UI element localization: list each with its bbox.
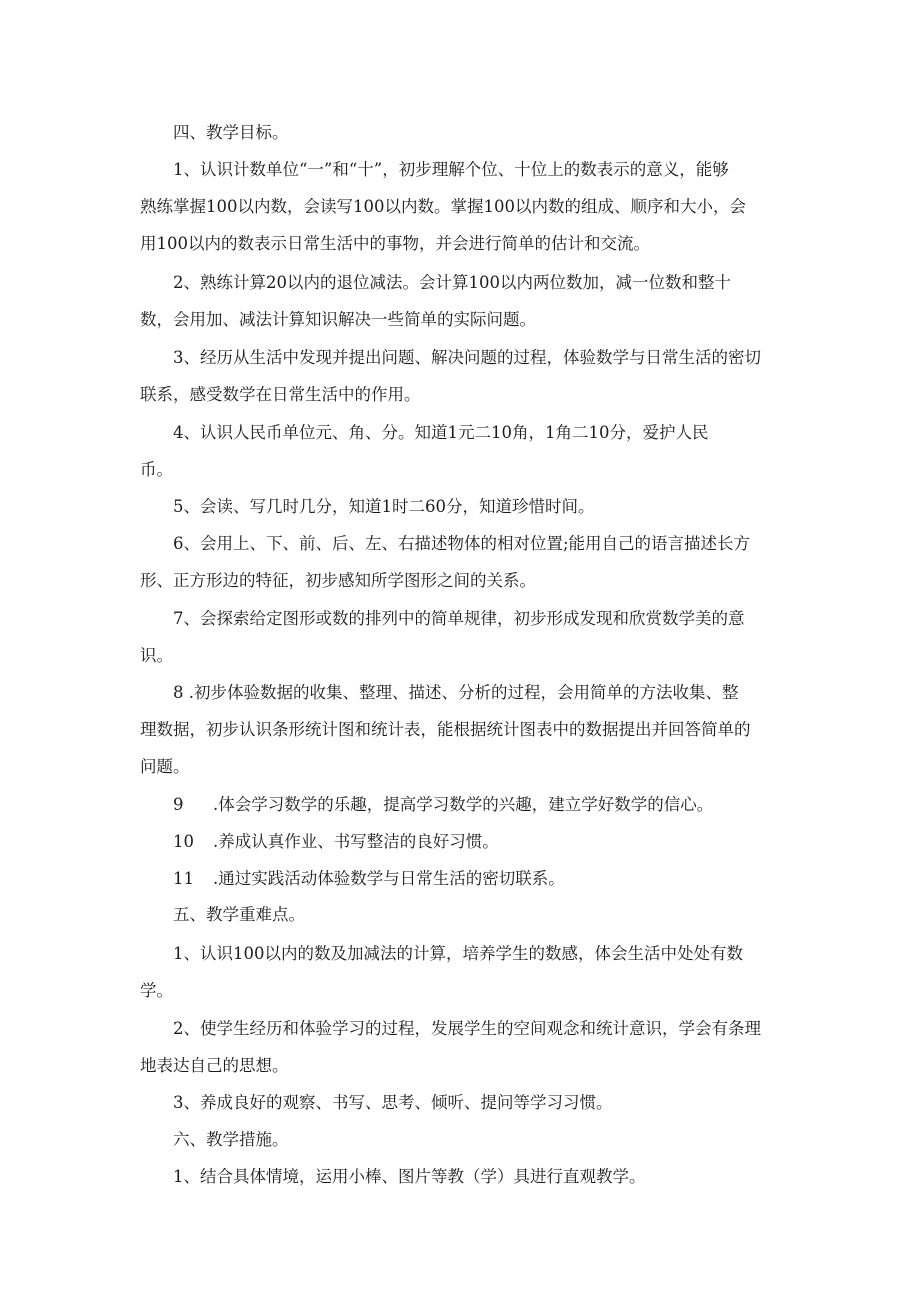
- objective-8-line-3: 问题。: [140, 757, 190, 776]
- objective-8-line-2: 理数据，初步认识条形统计图和统计表，能根据统计图表中的数据提出并回答简单的: [140, 720, 751, 739]
- objective-1-line-1: 1、认识计数单位“一”和“十”，初步理解个位、十位上的数表示的意义，能够: [173, 160, 729, 179]
- key-point-1-line-1: 1、认识100以内的数及加减法的计算，培养学生的数感，体会生活中处处有数: [173, 944, 743, 963]
- objective-1-line-3: 用100以内的数表示日常生活中的事物，并会进行简单的估计和交流。: [140, 234, 650, 253]
- measures-heading: 六、教学措施。: [173, 1130, 289, 1149]
- objective-4-line-2: 币。: [140, 460, 173, 479]
- objective-5-line-1: 5、会读、写几时几分，知道1时二60分，知道珍惜时间。: [173, 497, 595, 516]
- objective-11-number: 11: [173, 869, 194, 888]
- key-points-heading: 五、教学重难点。: [173, 905, 305, 924]
- objectives-heading: 四、教学目标。: [173, 123, 289, 142]
- objective-6-line-1: 6、会用上、下、前、后、左、右描述物体的相对位置;能用自己的语言描述长方: [173, 534, 751, 553]
- measure-1-line-1: 1、结合具体情境，运用小棒、图片等教（学）具进行直观教学。: [173, 1167, 646, 1186]
- objective-1-line-2: 熟练掌握100以内数，会读写100以内数。掌握100以内数的组成、顺序和大小，会: [140, 197, 746, 216]
- objective-3-line-1: 3、经历从生活中发现并提出问题、解决问题的过程，体验数学与日常生活的密切: [173, 348, 761, 367]
- objective-4-line-1: 4、认识人民币单位元、角、分。知道1元二10角，1角二10分，爱护人民: [173, 423, 709, 442]
- objective-3-line-2: 联系，感受数学在日常生活中的作用。: [140, 385, 421, 404]
- objective-11-text: .通过实践活动体验数学与日常生活的密切联系。: [213, 869, 565, 888]
- objective-2-line-1: 2、熟练计算20以内的退位减法。会计算100以内两位数加，减一位数和整十: [173, 273, 731, 292]
- objective-6-line-2: 形、正方形边的特征，初步感知所学图形之间的关系。: [140, 571, 536, 590]
- key-point-2-line-2: 地表达自己的思想。: [140, 1056, 289, 1075]
- objective-9-text: .体会学习数学的乐趣，提高学习数学的兴趣，建立学好数学的信心。: [213, 795, 714, 814]
- objective-8-line-1: 8 .初步体验数据的收集、整理、描述、分析的过程，会用简单的方法收集、整: [173, 683, 739, 702]
- objective-10-number: 10: [173, 832, 194, 851]
- key-point-1-line-2: 学。: [140, 981, 173, 1000]
- objective-2-line-2: 数，会用加、减法计算知识解决一些简单的实际问题。: [140, 310, 536, 329]
- objective-7-line-2: 识。: [140, 646, 173, 665]
- objective-10: [140, 827, 790, 857]
- key-point-3-line-1: 3、养成良好的观察、书写、思考、倾听、提问等学习习惯。: [173, 1093, 613, 1112]
- objective-7-line-1: 7、会探索给定图形或数的排列中的简单规律，初步形成发现和欣赏数学美的意: [173, 609, 745, 628]
- key-point-2-line-1: 2、使学生经历和体验学习的过程，发展学生的空间观念和统计意识，学会有条理: [173, 1019, 761, 1038]
- objective-9-number: 9: [173, 795, 184, 814]
- objective-11: [140, 864, 790, 894]
- objective-10-text: .养成认真作业、书写整洁的良好习惯。: [213, 832, 499, 851]
- objective-9: [140, 790, 790, 820]
